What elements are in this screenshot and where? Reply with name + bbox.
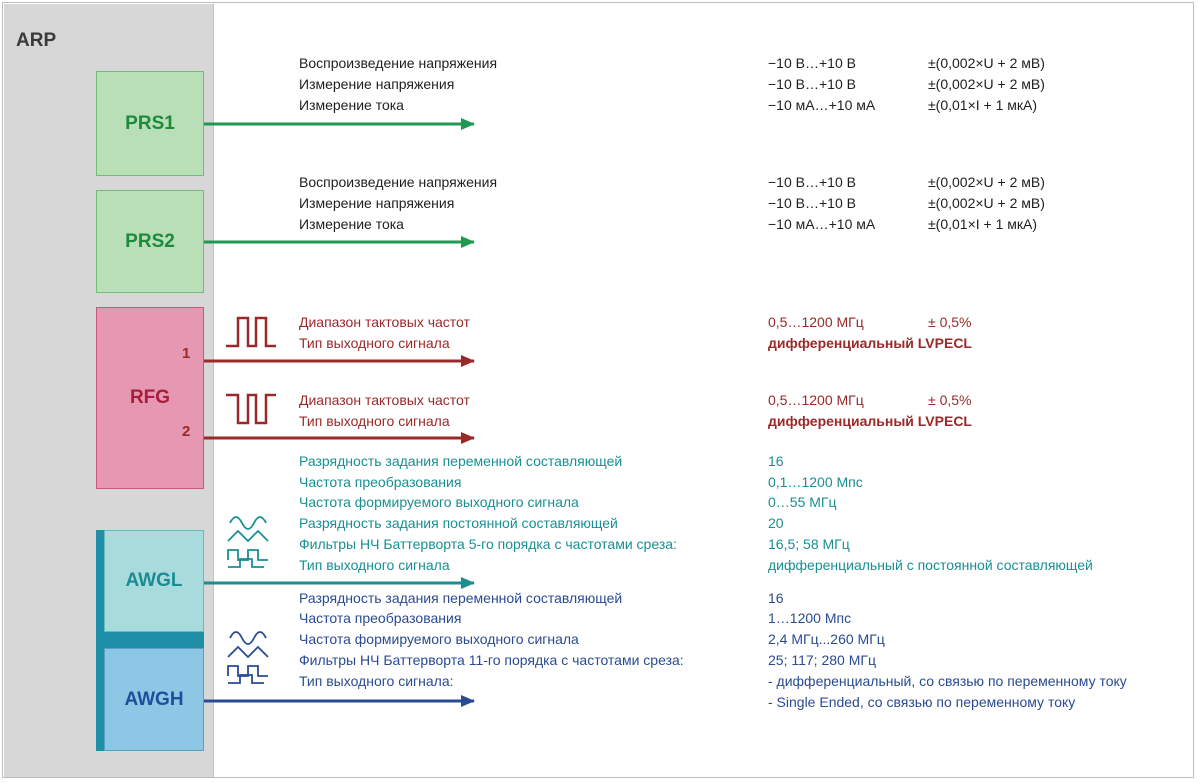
- prs2-row-1-accuracy: ±(0,002×U + 2 мВ): [928, 174, 1045, 190]
- prs1-row-2-accuracy: ±(0,002×U + 2 мВ): [928, 76, 1045, 92]
- awgl-row-1-value: 16: [768, 453, 784, 469]
- prs1-row-3-accuracy: ±(0,01×I + 1 мкА): [928, 97, 1038, 113]
- rfg2-signal-value: дифференциальный LVPECL: [768, 413, 972, 429]
- awgh-row-5-value: - дифференциальный, со связью по переменному току: [768, 673, 1127, 689]
- awgl-row-2-name: Частота преобразования: [299, 474, 462, 490]
- awgh-row-4-value: 25; 117; 280 МГц: [768, 652, 876, 668]
- rfg-block: RFG: [96, 307, 204, 489]
- prs2-block: PRS2: [96, 190, 204, 293]
- awgh-row-2-value: 1…1200 Мпс: [768, 610, 852, 626]
- prs2-row-1-range: −10 В…+10 В: [768, 174, 856, 190]
- rfg1-freq-label: Диапазон тактовых частот: [299, 314, 470, 330]
- multi-waveform-icon: [228, 632, 268, 683]
- prs1-row-1-accuracy: ±(0,002×U + 2 мВ): [928, 55, 1045, 71]
- rfg2-freq-accuracy: ± 0,5%: [928, 392, 972, 408]
- awgl-row-6-value: дифференциальный с постоянной составляющей: [768, 557, 1093, 573]
- prs1-row-3-name: Измерение тока: [299, 97, 404, 113]
- prs2-row-1-name: Воспроизведение напряжения: [299, 174, 498, 190]
- awgl-row-2-value: 0,1…1200 Мпс: [768, 474, 863, 490]
- awgl-row-3-name: Частота формируемого выходного сигнала: [299, 494, 579, 510]
- rfg1-signal-value: дифференциальный LVPECL: [768, 335, 972, 351]
- arp-label: ARP: [16, 30, 57, 51]
- prs1-block: PRS1: [96, 71, 204, 176]
- awgl-row-5-value: 16,5; 58 МГц: [768, 536, 850, 552]
- rfg2-signal-label: Тип выходного сигнала: [299, 413, 450, 429]
- awgh-row-1-name: Разрядность задания переменной составляющей: [299, 590, 623, 606]
- awgl-row-5-name: Фильтры НЧ Баттерворта 5-го порядка с частотами среза:: [299, 536, 677, 552]
- awgl-row-1-name: Разрядность задания переменной составляющей: [299, 453, 623, 469]
- awgh-row-2-name: Частота преобразования: [299, 610, 462, 626]
- rfg-output-1-label: 1: [182, 345, 191, 362]
- awgh-row-5-name: Тип выходного сигнала:: [299, 673, 454, 689]
- prs2-row-3-name: Измерение тока: [299, 216, 404, 232]
- awgl-row-6-name: Тип выходного сигнала: [299, 557, 450, 573]
- awgh-row-1-value: 16: [768, 590, 784, 606]
- rfg-output-2-label: 2: [182, 423, 191, 440]
- rfg1-freq-value: 0,5…1200 МГц: [768, 314, 864, 330]
- prs2-row-3-range: −10 мА…+10 мА: [768, 216, 876, 232]
- prs1-row-3-range: −10 мА…+10 мА: [768, 97, 876, 113]
- prs1-row-1-range: −10 В…+10 В: [768, 55, 856, 71]
- rfg2-freq-value: 0,5…1200 МГц: [768, 392, 864, 408]
- awgh-block: AWGH: [104, 648, 204, 751]
- prs2-row-2-accuracy: ±(0,002×U + 2 мВ): [928, 195, 1045, 211]
- awgh-extra-value: - Single Ended, со связью по переменному току: [768, 694, 1076, 710]
- prs2-row-3-accuracy: ±(0,01×I + 1 мкА): [928, 216, 1038, 232]
- rfg1-signal-label: Тип выходного сигнала: [299, 335, 450, 351]
- inverted-pulse-waveform-icon: [226, 395, 276, 423]
- awgl-row-4-name: Разрядность задания постоянной составляющей: [299, 515, 618, 531]
- prs1-row-1-name: Воспроизведение напряжения: [299, 55, 498, 71]
- prs2-row-2-range: −10 В…+10 В: [768, 195, 856, 211]
- multi-waveform-icon: [228, 517, 268, 567]
- rfg2-freq-label: Диапазон тактовых частот: [299, 392, 470, 408]
- rfg1-freq-accuracy: ± 0,5%: [928, 314, 972, 330]
- prs2-row-2-name: Измерение напряжения: [299, 195, 455, 211]
- awgh-row-3-value: 2,4 МГц...260 МГц: [768, 631, 885, 647]
- awgh-row-4-name: Фильтры НЧ Баттерворта 11-го порядка с частотами среза:: [299, 652, 684, 668]
- awgl-row-4-value: 20: [768, 515, 784, 531]
- pulse-waveform-icon: [226, 318, 276, 346]
- awgl-block: AWGL: [104, 530, 204, 632]
- awgl-row-3-value: 0…55 МГц: [768, 494, 837, 510]
- prs1-row-2-name: Измерение напряжения: [299, 76, 455, 92]
- awgh-row-3-name: Частота формируемого выходного сигнала: [299, 631, 579, 647]
- prs1-row-2-range: −10 В…+10 В: [768, 76, 856, 92]
